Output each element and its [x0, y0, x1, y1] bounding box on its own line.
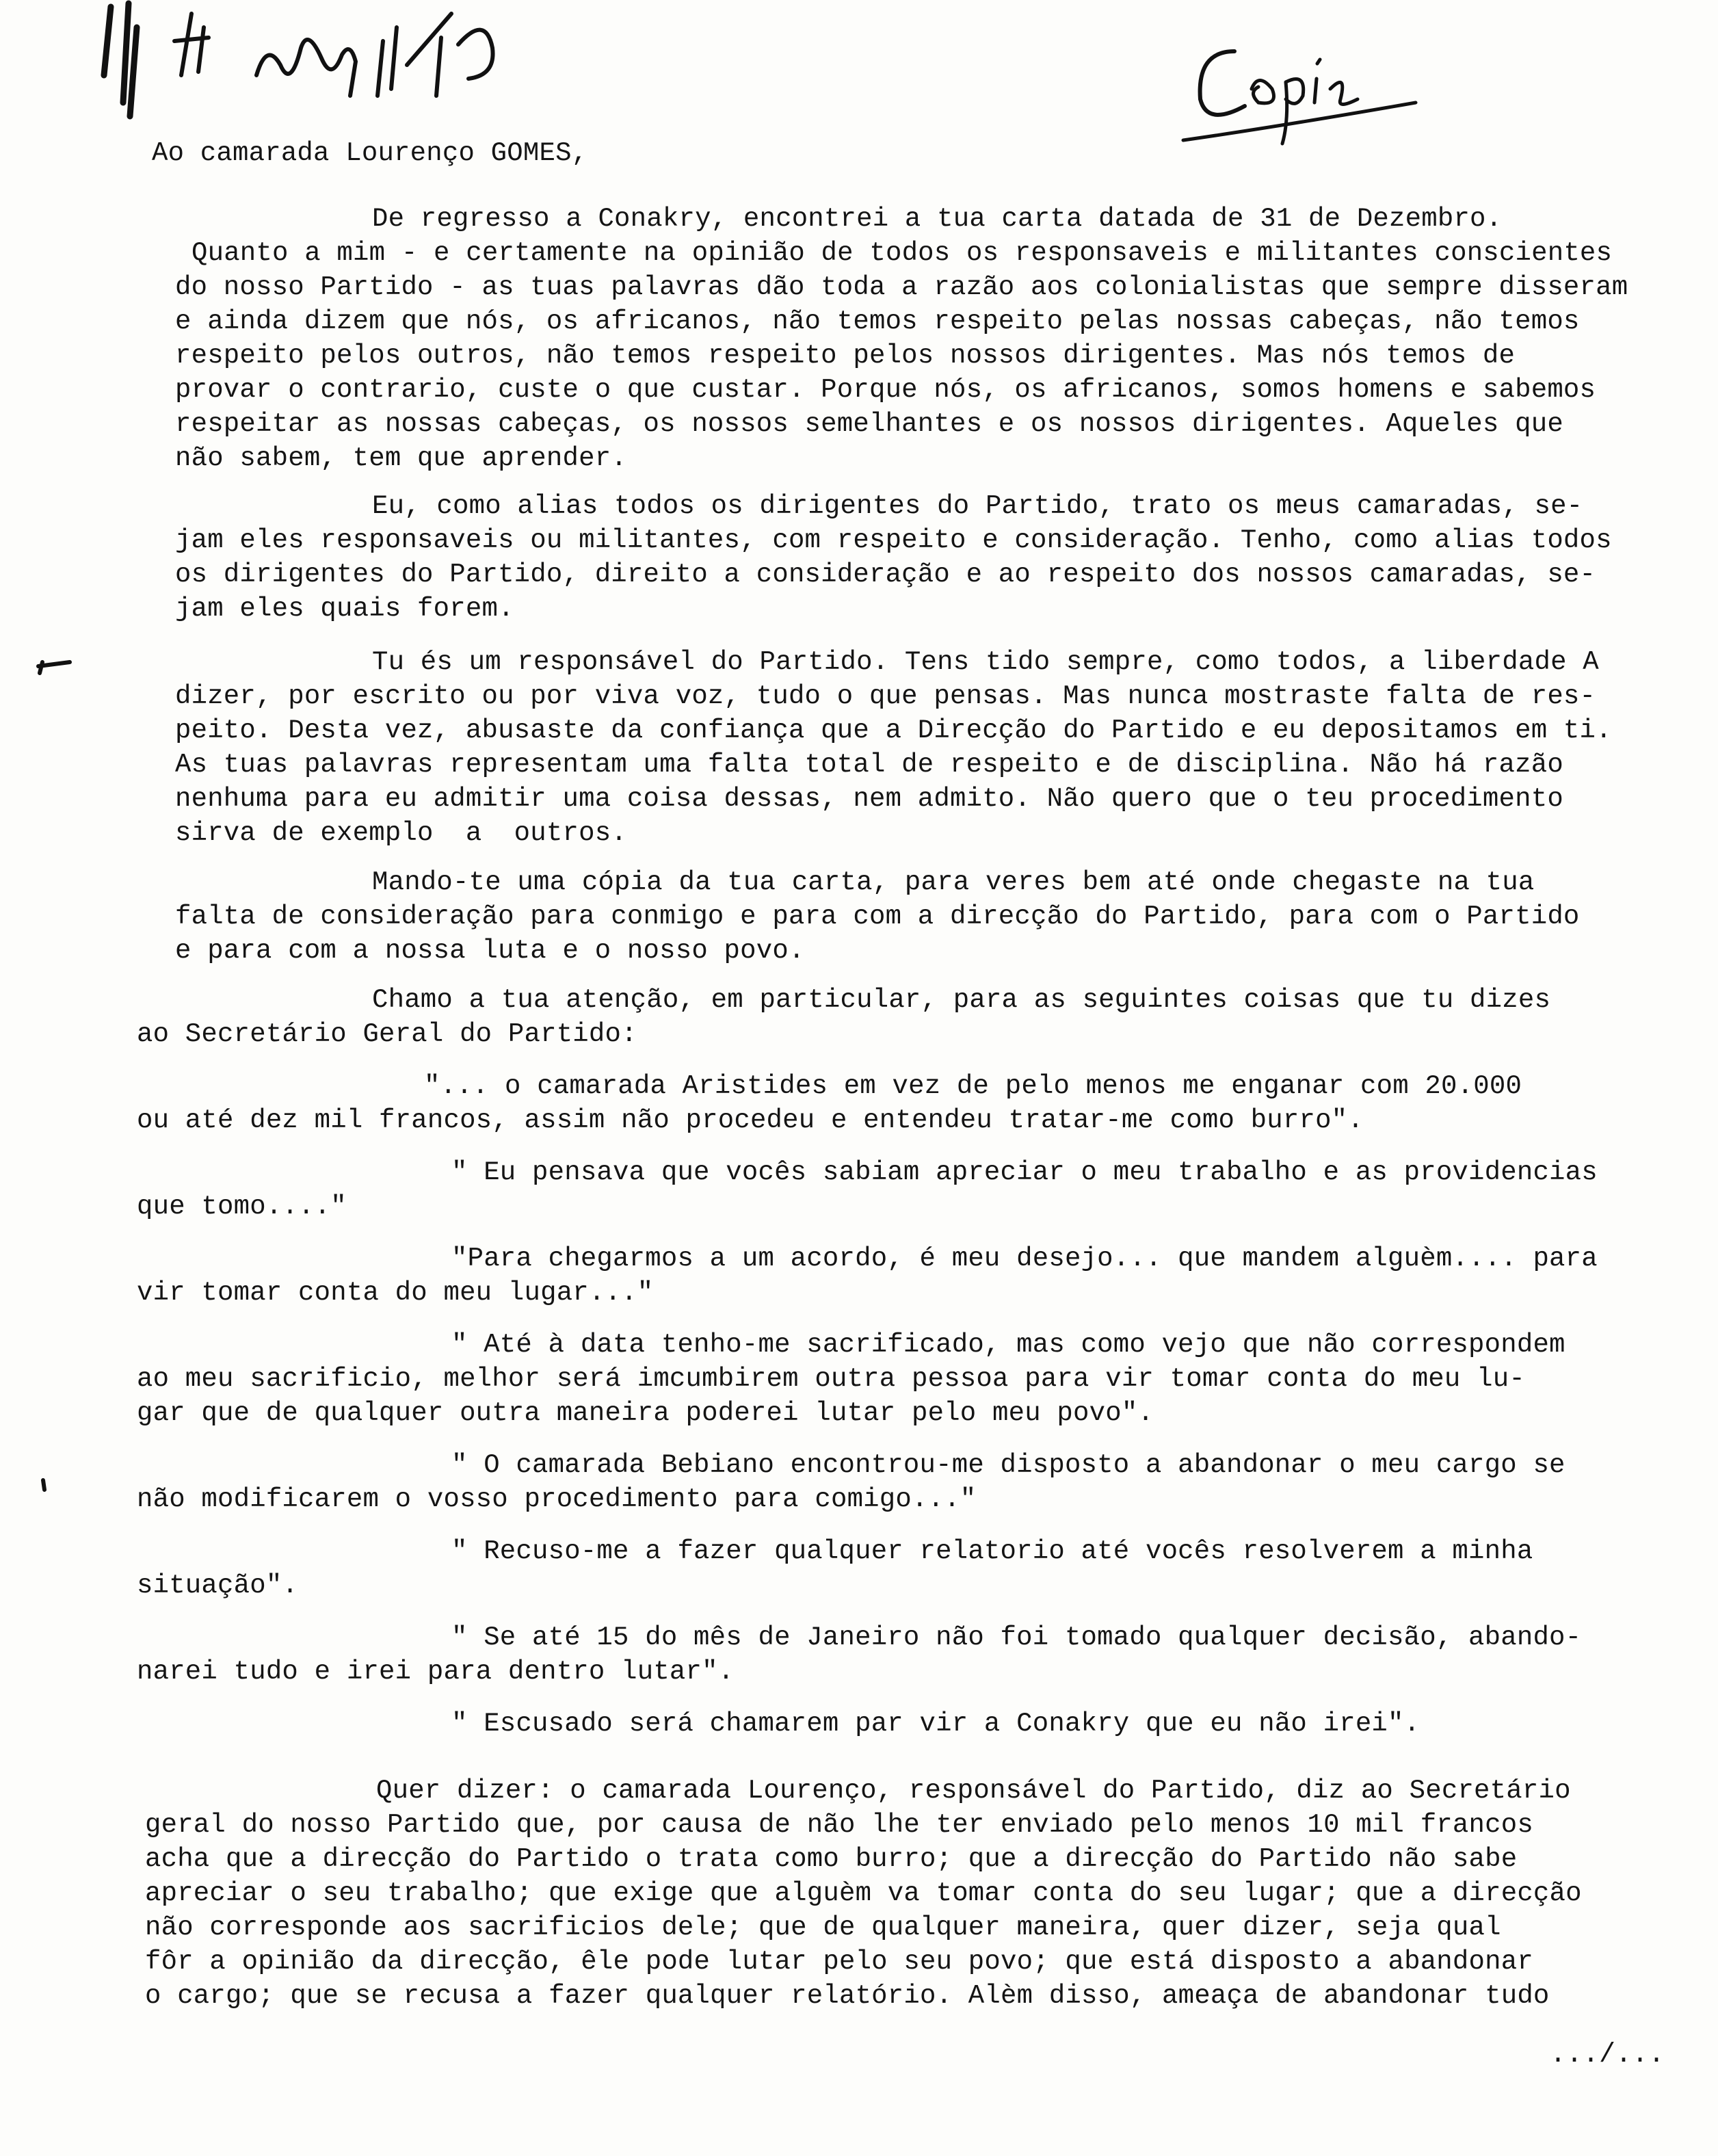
- p1-line-7: respeitar as nossas cabeças, os nossos semelhantes e os nossos dirigentes. Aqueles que: [175, 409, 1563, 439]
- p5-line-1: Chamo a tua atenção, em particular, para as seguintes coisas que tu dizes: [372, 985, 1551, 1015]
- p6-line-1: Quer dizer: o camarada Lourenço, responsável do Partido, diz ao Secretário: [376, 1776, 1571, 1806]
- p1-line-6: provar o contrario, custe o que custar. Porque nós, os africanos, somos homens e sabemos: [175, 375, 1596, 405]
- p6-line-2: geral do nosso Partido que, por causa de não lhe ter enviado pelo menos 10 mil francos: [145, 1810, 1533, 1840]
- p3-line-2: dizer, por escrito ou por viva voz, tudo o que pensas. Mas nunca mostraste falta de res-: [175, 681, 1596, 711]
- p2-line-1: Eu, como alias todos os dirigentes do Partido, trato os meus camaradas, se-: [372, 491, 1583, 521]
- p3-line-4: As tuas palavras representam uma falta total de respeito e de disciplina. Não há razão: [175, 750, 1563, 780]
- p1-line-8: não sabem, tem que aprender.: [175, 443, 627, 473]
- p1-line-2: Quanto a mim - e certamente na opinião de todos os responsaveis e militantes conscientes: [191, 238, 1613, 268]
- quote-5-line-1: " O camarada Bebiano encontrou-me disposto a abandonar o meu cargo se: [451, 1450, 1565, 1480]
- quote-6-line-1: " Recuso-me a fazer qualquer relatorio até vocês resolverem a minha: [451, 1536, 1533, 1566]
- quote-6-line-2: situação".: [137, 1570, 299, 1601]
- margin-arrow-mark: [36, 657, 77, 681]
- p6-line-4: apreciar o seu trabalho; que exige que alguèm va tomar conta do seu lugar; que a direcção: [145, 1878, 1582, 1908]
- quote-3-line-1: "Para chegarmos a um acordo, é meu desejo... que mandem alguèm.... para: [451, 1244, 1598, 1274]
- p1-line-4: e ainda dizem que nós, os africanos, não temos respeito pelas nossas cabeças, não temos: [175, 306, 1580, 337]
- quote-1-line-2: ou até dez mil francos, assim não procedeu e entendeu tratar-me como burro".: [137, 1105, 1364, 1135]
- p3-line-6: sirva de exemplo a outros.: [175, 818, 627, 848]
- p6-line-5: não corresponde aos sacrificios dele; que de qualquer maneira, quer dizer, seja qual: [145, 1912, 1501, 1943]
- p4-line-1: Mando-te uma cópia da tua carta, para veres bem até onde chegaste na tua: [372, 867, 1535, 897]
- p1-line-3: do nosso Partido - as tuas palavras dão toda a razão aos colonialistas que sempre disseram: [175, 272, 1628, 302]
- quote-8-line-1: " Escusado será chamarem par vir a Conakry que eu não irei".: [451, 1709, 1420, 1739]
- p3-line-5: nenhuma para eu admitir uma coisa dessas, nem admito. Não quero que o teu procedimento: [175, 784, 1563, 814]
- p3-line-1: Tu és um responsável do Partido. Tens tido sempre, como todos, a liberdade A: [372, 647, 1599, 677]
- salutation: Ao camarada Lourenço GOMES,: [152, 138, 588, 168]
- p4-line-3: e para com a nossa luta e o nosso povo.: [175, 936, 805, 966]
- p3-line-3: peito. Desta vez, abusaste da confiança que a Direcção do Partido e eu depositamos em ti.: [175, 715, 1612, 746]
- p1-line-1: De regresso a Conakry, encontrei a tua carta datada de 31 de Dezembro.: [372, 204, 1503, 234]
- quote-5-line-2: não modificarem o vosso procedimento para comigo...": [137, 1484, 977, 1514]
- p4-line-2: falta de consideração para conmigo e para com a direcção do Partido, para com o Partido: [175, 902, 1580, 932]
- quote-3-line-2: vir tomar conta do meu lugar...": [137, 1278, 654, 1308]
- p6-line-3: acha que a direcção do Partido o trata como burro; que a direcção do Partido não sabe: [145, 1844, 1518, 1874]
- copie-stamp: [1169, 24, 1429, 157]
- p2-line-4: jam eles quais forem.: [175, 594, 514, 624]
- margin-dot-mark: [38, 1477, 51, 1497]
- quote-4-line-2: ao meu sacrificio, melhor será imcumbirem outra pessoa para vir tomar conta do meu lu-: [137, 1364, 1525, 1394]
- quote-4-line-3: gar que de qualquer outra maneira poderei lutar pelo meu povo".: [137, 1398, 1154, 1428]
- p6-line-6: fôr a opinião da direcção, êle pode lutar pelo seu povo; que está disposto a abandonar: [145, 1947, 1533, 1977]
- p2-line-2: jam eles responsaveis ou militantes, com respeito e consideração. Tenho, como alias todos: [175, 525, 1612, 555]
- quote-7-line-1: " Se até 15 do mês de Janeiro não foi tomado qualquer decisão, abando-: [451, 1622, 1582, 1653]
- quote-7-line-2: narei tudo e irei para dentro lutar".: [137, 1657, 735, 1687]
- handwritten-date-annotation: [96, 0, 588, 140]
- p1-line-5: respeito pelos outros, não temos respeito pelos nossos dirigentes. Mas nós temos de: [175, 341, 1516, 371]
- continuation-mark: .../...: [1549, 2040, 1665, 2070]
- p2-line-3: os dirigentes do Partido, direito a consideração e ao respeito dos nossos camaradas, se-: [175, 560, 1596, 590]
- quote-2-line-1: " Eu pensava que vocês sabiam apreciar o meu trabalho e as providencias: [451, 1157, 1598, 1187]
- p6-line-7: o cargo; que se recusa a fazer qualquer relatório. Alèm disso, ameaça de abandonar tudo: [145, 1981, 1550, 2011]
- quote-1-line-1: "... o camarada Aristides em vez de pelo menos me enganar com 20.000: [424, 1071, 1522, 1101]
- p5-line-2: ao Secretário Geral do Partido:: [137, 1019, 637, 1049]
- quote-4-line-1: " Até à data tenho-me sacrificado, mas como vejo que não correspondem: [451, 1330, 1565, 1360]
- quote-2-line-2: que tomo....": [137, 1192, 347, 1222]
